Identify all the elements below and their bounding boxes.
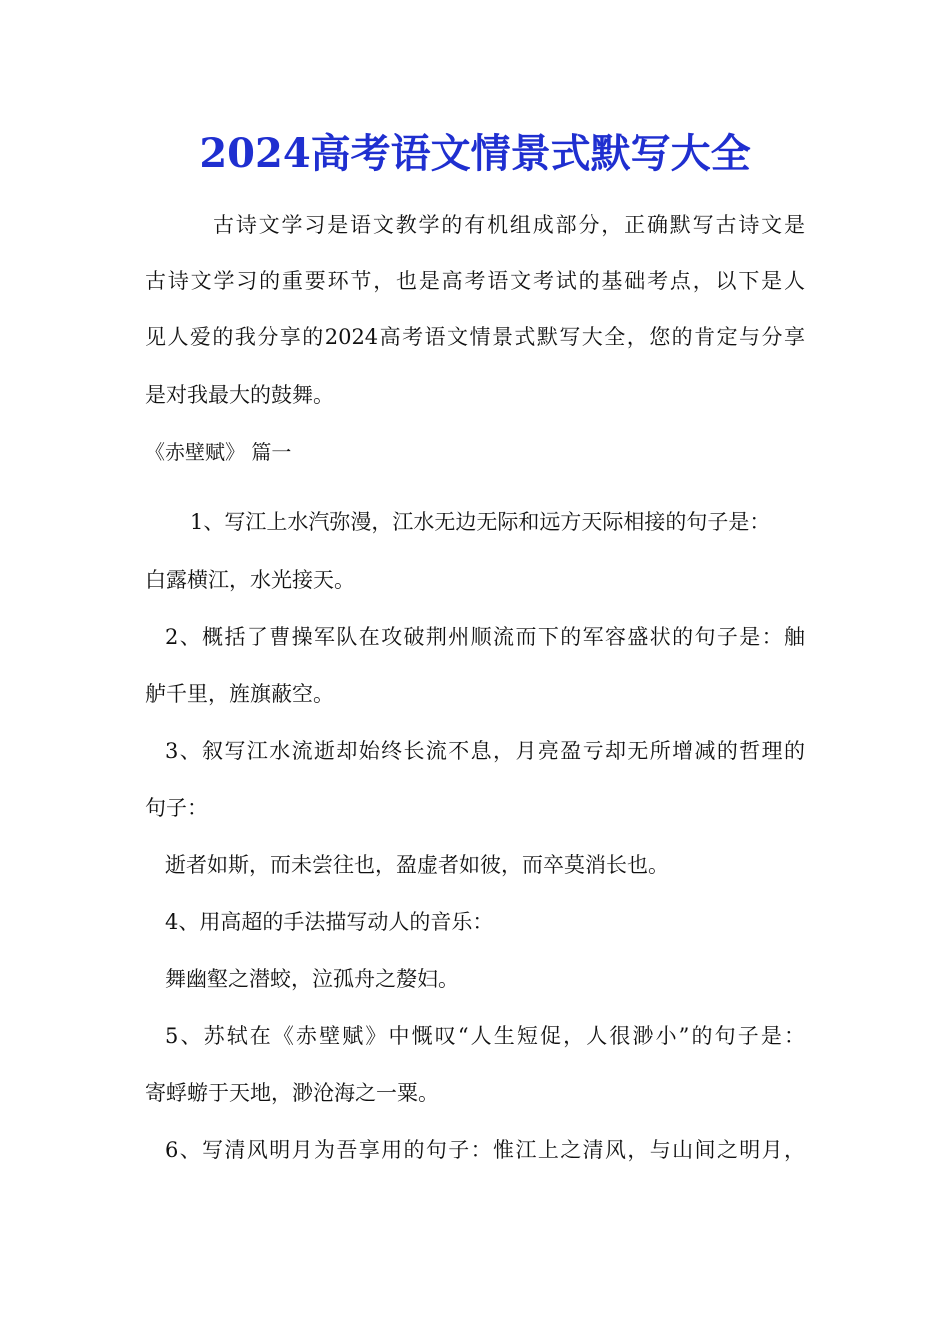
item-2-line-1: 2、概括了曹操军队在攻破荆州顺流而下的军容盛状的句子是：舳: [165, 625, 805, 649]
item-2-line-2: 舻千里，旌旗蔽空。: [145, 682, 334, 706]
item-3-line-3: 逝者如斯，而未尝往也，盈虚者如彼，而卒莫消长也。: [165, 853, 669, 877]
intro-line-4: 是对我最大的鼓舞。: [145, 383, 334, 407]
item-4-line-1: 4、用高超的手法描写动人的音乐：: [165, 910, 494, 934]
document-title: 2024高考语文情景式默写大全: [199, 130, 751, 177]
item-3-line-1: 3、叙写江水流逝却始终长流不息，月亮盈亏却无所增减的哲理的: [165, 739, 805, 763]
item-3-line-2: 句子：: [145, 796, 208, 820]
item-4-line-2: 舞幽壑之潜蛟，泣孤舟之嫠妇。: [165, 967, 459, 991]
intro-line-2: 古诗文学习的重要环节，也是高考语文考试的基础考点，以下是人: [145, 269, 805, 293]
item-6-line-1: 6、写清风明月为吾享用的句子：惟江上之清风，与山间之明月，: [165, 1138, 805, 1162]
item-5-line-1: 5、苏轼在《赤壁赋》中慨叹“人生短促，人很渺小”的句子是：: [165, 1024, 805, 1048]
item-1-line-1: 1、写江上水汽弥漫，江水无边无际和远方天际相接的句子是：: [190, 510, 771, 534]
item-1-line-2: 白露横江，水光接天。: [145, 568, 355, 592]
intro-line-3: 见人爱的我分享的2024高考语文情景式默写大全，您的肯定与分享: [145, 325, 805, 349]
item-5-line-2: 寄蜉蝣于天地，渺沧海之一粟。: [145, 1081, 439, 1105]
section-heading: 《赤壁赋》 篇一: [145, 440, 292, 464]
intro-line-1: 古诗文学习是语文教学的有机组成部分，正确默写古诗文是: [213, 213, 805, 237]
